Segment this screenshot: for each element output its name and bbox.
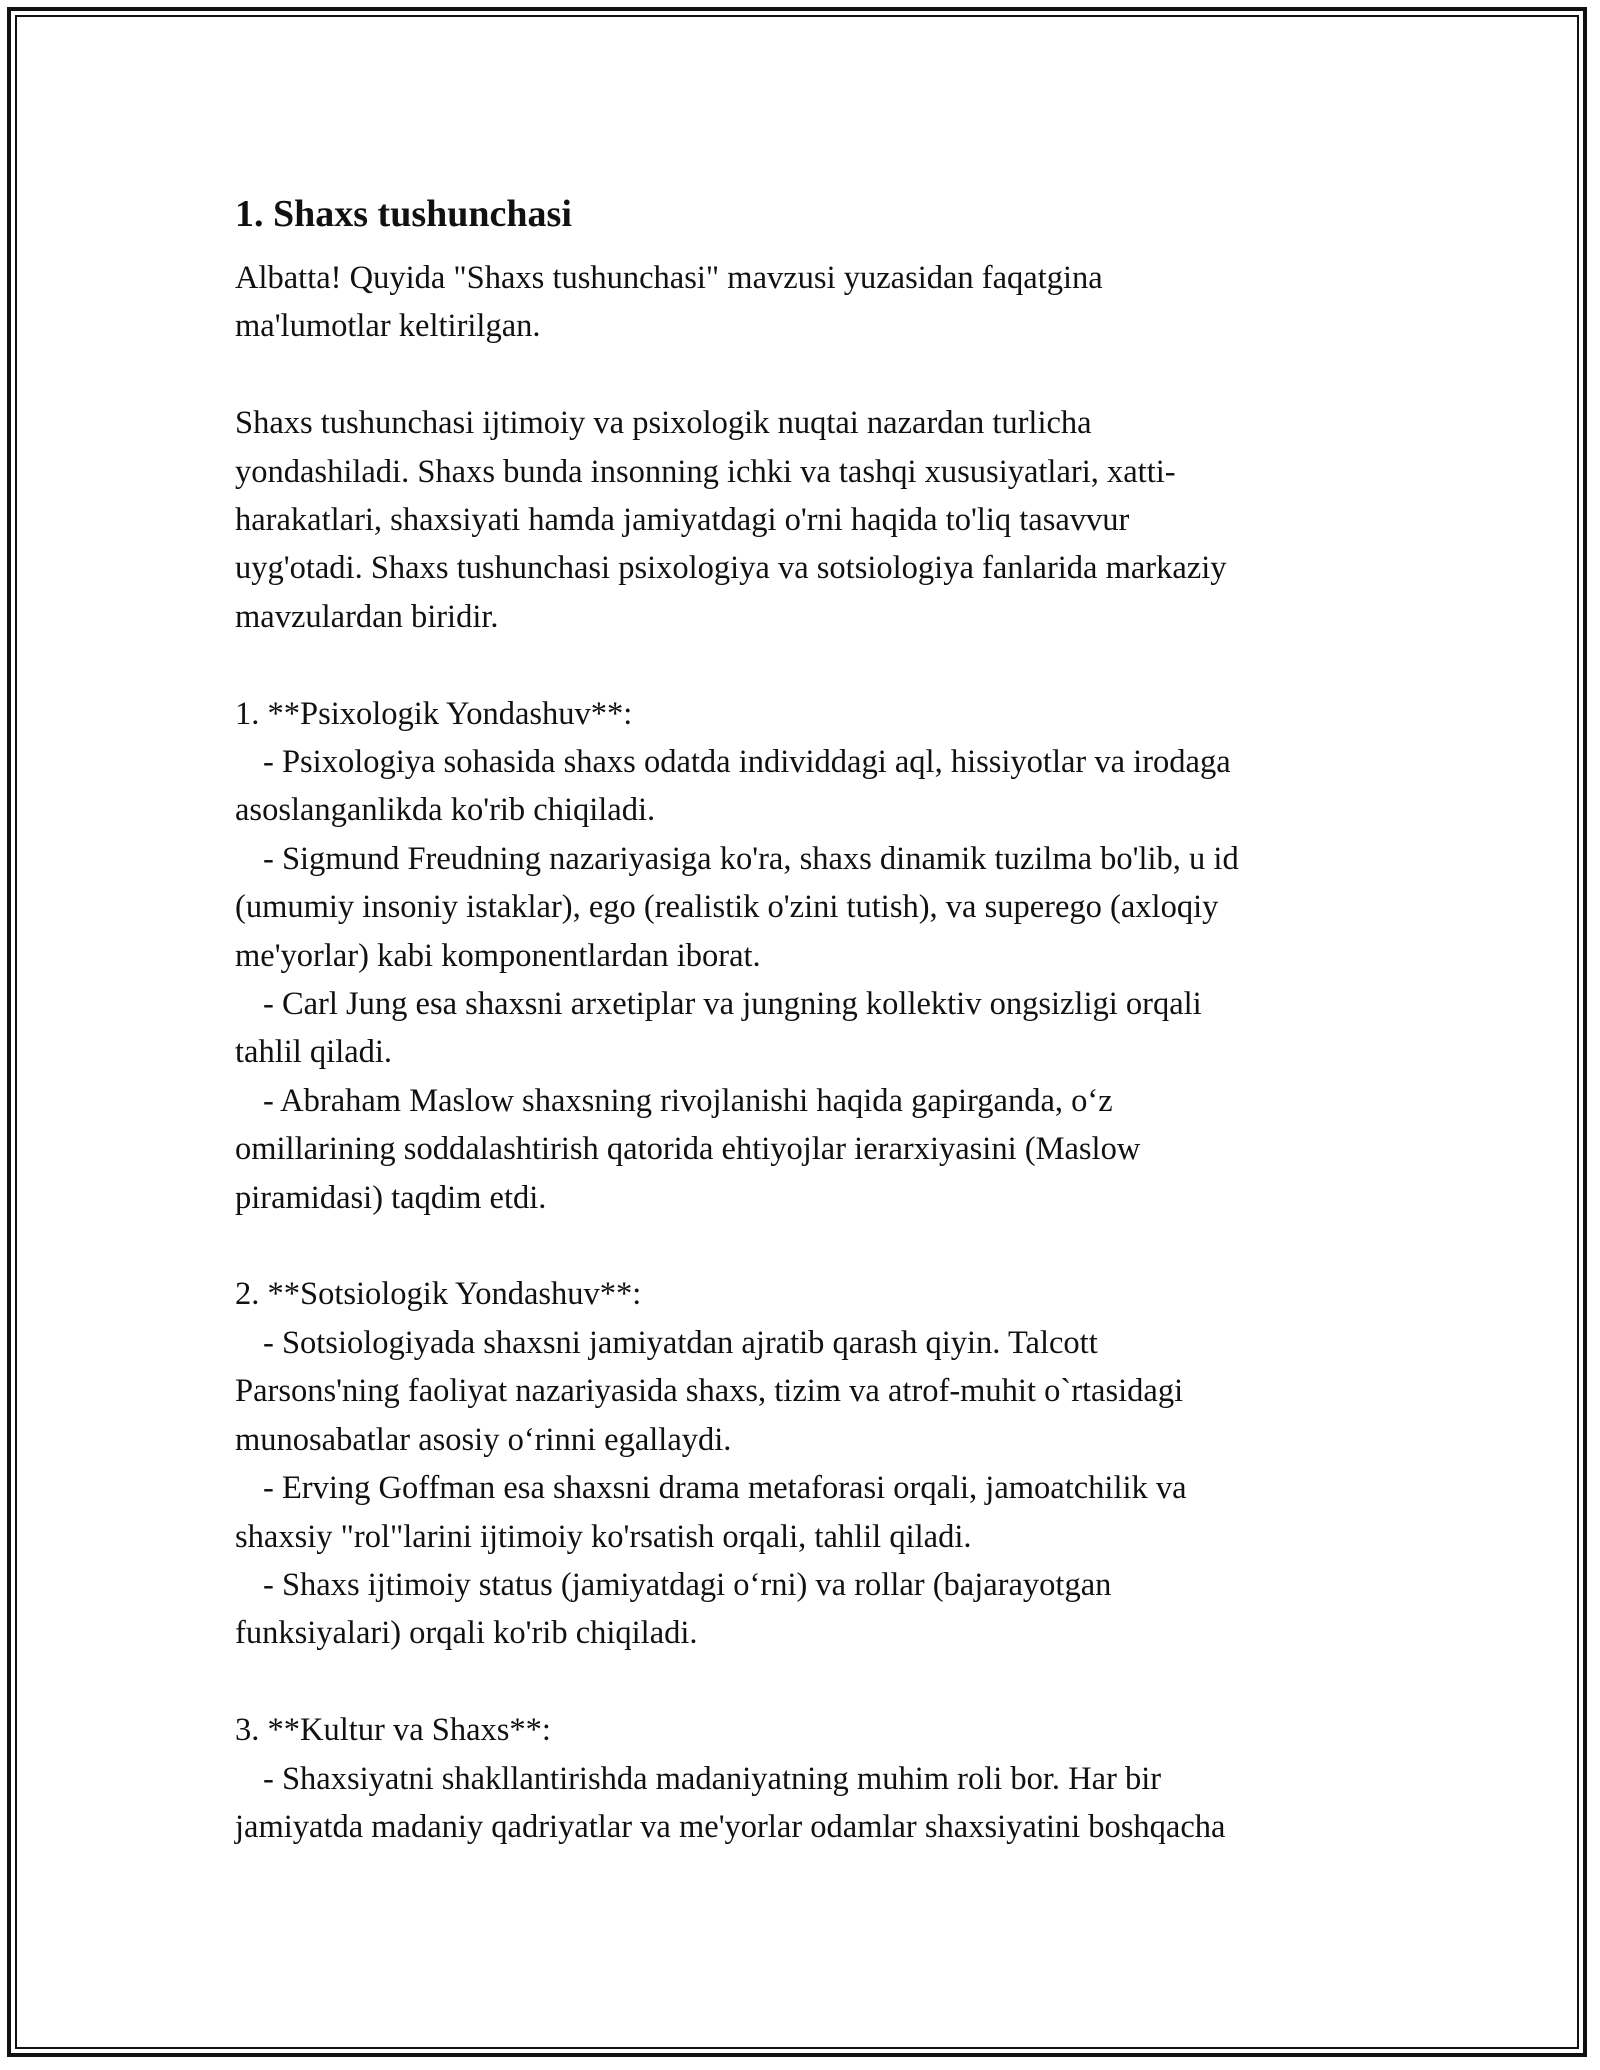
section-psixologik <box>235 690 1375 1222</box>
overview-paragraph: Shaxs tushunchasi ijtimoiy va psixologik nuqtai nazardan turlicha yondashiladi. Shaxs bunda insonning ichki va tashqi xususiyatlari, xatti- harakatlari, shaxsiyati hamda jamiyatdagi o'rni haqida to'liq tasavvur uyg'otadi. Shaxs tushunchasi psixologiya va sotsiologiya fanlarida markaziy mavzulardan biridir. <box>235 405 1227 635</box>
list-item: - Shaxsiyatni shakllantirishda madaniyatning muhim roli bor. Har bir jamiyatda madaniy qadriyatlar va me'yorlar odamlar shaxsiyatini boshqacha <box>235 1760 1226 1845</box>
document-body <box>235 186 1375 1851</box>
list-item: - Psixologiya sohasida shaxs odatda individdagi aql, hissiyotlar va irodaga asoslanganlikda ko'rib chiqiladi. <box>235 744 1231 829</box>
list-item: - Shaxs ijtimoiy status (jamiyatdagi o‘rni) va rollar (bajarayotgan funksiyalari) orqali ko'rib chiqiladi. <box>235 1566 1112 1652</box>
section-kultur <box>235 1706 1375 1851</box>
list-item: - Sotsiologiyada shaxsni jamiyatdan ajratib qarash qiyin. Talcott Parsons'ning faoliyat nazariyasida shaxs, tizim va atrof-muhit o`rtasidagi munosabatlar asosiy o‘rinni egallaydi. <box>235 1324 1184 1458</box>
paragraph-spacer <box>235 1658 1375 1706</box>
document-title: 1. Shaxs tushunchasi <box>235 193 572 235</box>
section-heading: 3. **Kultur va Shaxs**: <box>235 1712 551 1749</box>
paragraph-spacer <box>235 351 1375 399</box>
list-item: - Sigmund Freudning nazariyasiga ko'ra, shaxs dinamik tuzilma bo'lib, u id (umumiy insoniy istaklar), ego (realistik o'zini tutish), va superego (axloqiy me'yorlar) kabi komponentlardan iborat. <box>235 840 1239 974</box>
section-heading: 2. **Sotsiologik Yondashuv**: <box>235 1276 642 1313</box>
section-heading: 1. **Psixologik Yondashuv**: <box>235 695 633 732</box>
paragraph-spacer <box>235 641 1375 689</box>
list-item: - Carl Jung esa shaxsni arxetiplar va jungning kollektiv ongsizligi orqali tahlil qiladi. <box>235 986 1202 1071</box>
intro-paragraph: Albatta! Quyida "Shaxs tushunchasi" mavzusi yuzasidan faqatgina ma'lumotlar keltirilgan. <box>235 260 1103 345</box>
list-item: - Erving Goffman esa shaxsni drama metaforasi orqali, jamoatchilik va shaxsiy "rol"larini ijtimoiy ko'rsatish orqali, tahlil qiladi. <box>235 1470 1187 1555</box>
paragraph-spacer <box>235 1222 1375 1270</box>
list-item: - Abraham Maslow shaxsning rivojlanishi haqida gapirganda, o‘z omillarining soddalashtirish qatorida ehtiyojlar ierarxiyasini (Maslow piramidasi) taqdim etdi. <box>235 1082 1141 1216</box>
section-sotsiologik <box>235 1270 1375 1657</box>
